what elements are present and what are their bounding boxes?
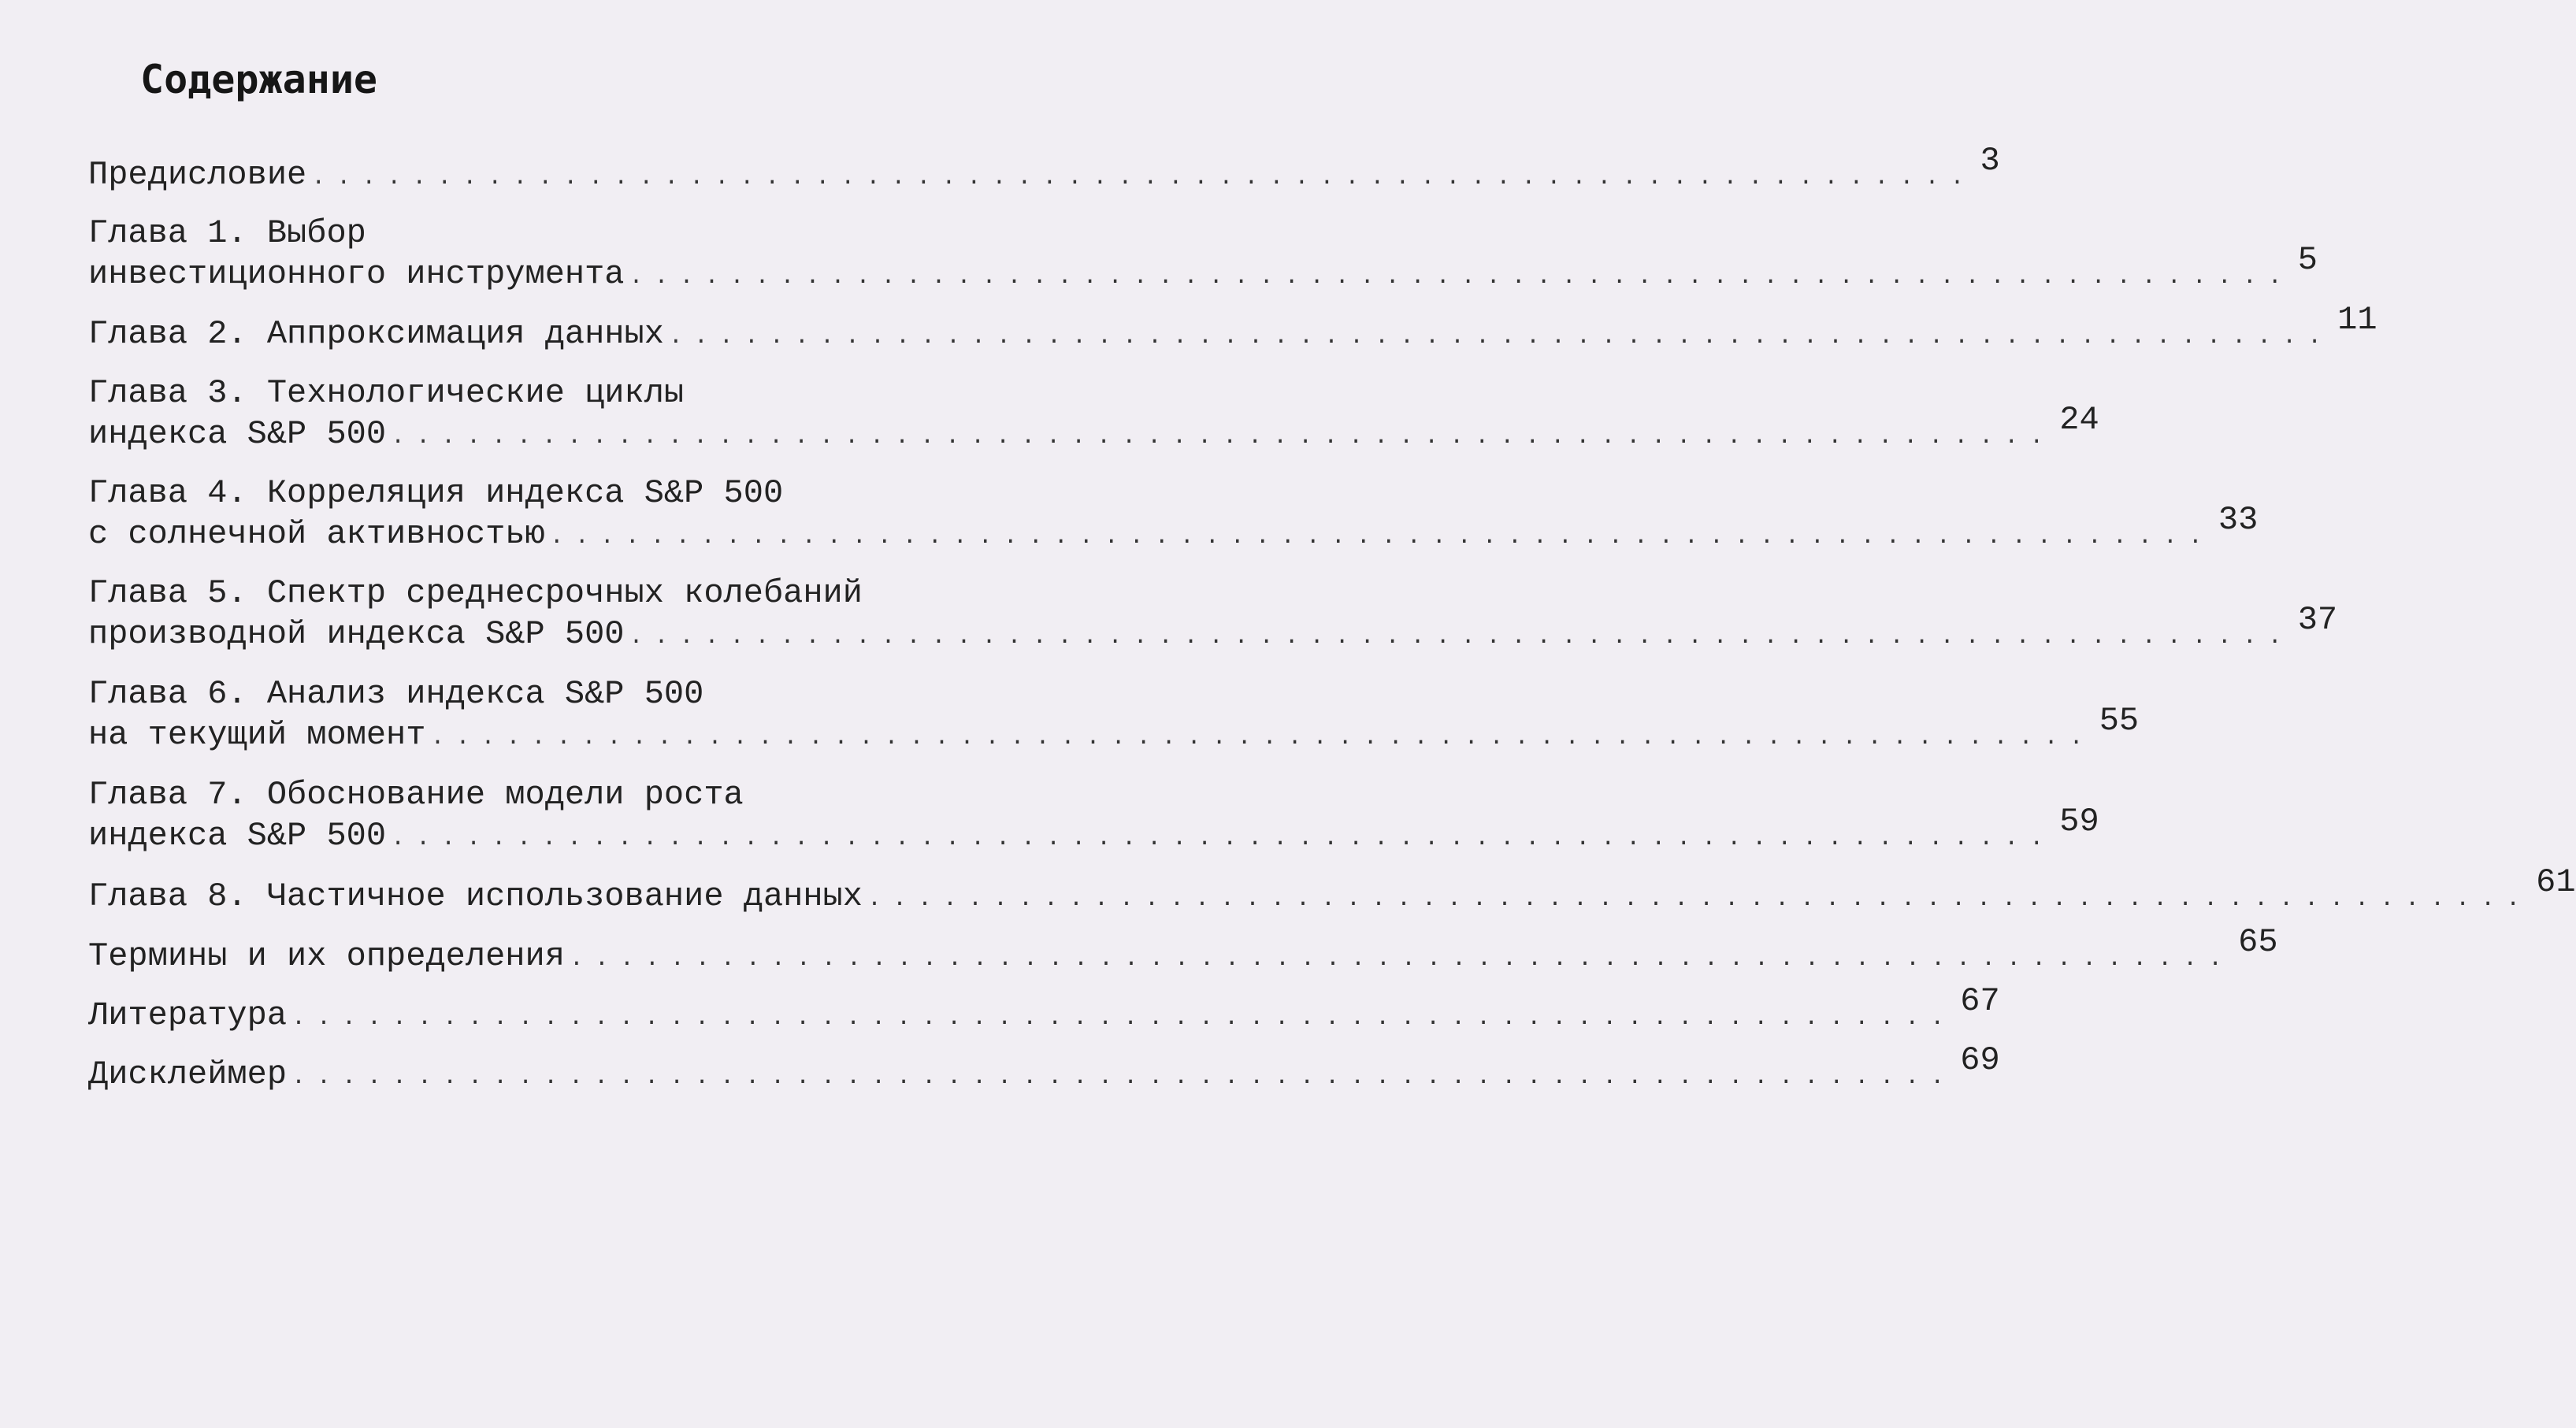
dot-leader: .................................................................. — [311, 165, 1976, 191]
dot-leader: .................................................................. — [291, 1064, 1956, 1091]
toc-entry-literature — [88, 982, 2000, 1039]
toc-page-number: 24 — [2059, 401, 2099, 439]
toc-entry-chapter-5 — [88, 573, 2338, 658]
dot-leader: .................................................................. — [291, 1005, 1956, 1032]
toc-entry-chapter-8 — [88, 863, 2576, 920]
toc-page-number: 59 — [2059, 803, 2099, 840]
toc-entry-title-line: на текущий момент — [88, 716, 426, 754]
toc-page-number: 65 — [2238, 923, 2278, 961]
toc-page-number: 67 — [1960, 982, 2000, 1020]
toc-page-number: 3 — [1980, 142, 2000, 180]
toc-page-number: 11 — [2337, 301, 2377, 339]
toc-page-number: 61 — [2536, 863, 2576, 901]
page-title: Содержание — [140, 57, 378, 102]
toc-page-number: 69 — [1960, 1041, 2000, 1079]
dot-leader: .................................................................. — [668, 324, 2333, 351]
dot-leader: .................................................................. — [391, 825, 2055, 852]
toc-entry-title-line: Глава 6. Анализ индекса S&P 500 — [88, 675, 704, 713]
toc-entry-chapter-4 — [88, 473, 2259, 558]
toc-entry-preface — [88, 142, 2000, 198]
dot-leader: .................................................................. — [867, 886, 2532, 913]
dot-leader: .................................................................. — [569, 946, 2234, 973]
toc-entry-title-line: Предисловие — [88, 156, 307, 194]
toc-entry-title-line: Глава 8. Частичное использование данных — [88, 877, 863, 915]
toc-entry-terms — [88, 923, 2278, 980]
toc-entry-title-line: Термины и их определения — [88, 937, 565, 975]
toc-entry-title-line: производной индекса S&P 500 — [88, 615, 625, 653]
toc-entry-title-line: с солнечной активностью — [88, 515, 545, 553]
toc-entry-title-line: Литература — [88, 996, 288, 1034]
dot-leader: .................................................................. — [391, 424, 2055, 451]
toc-entry-chapter-6 — [88, 673, 2140, 759]
toc-entry-chapter-2 — [88, 301, 2377, 358]
toc-page-number: 33 — [2218, 501, 2259, 539]
toc-page-number: 55 — [2099, 702, 2140, 740]
toc-entry-title-line: Глава 1. Выбор — [88, 214, 366, 252]
dot-leader: .................................................................. — [629, 624, 2293, 651]
toc-entry-title-line: индекса S&P 500 — [88, 415, 387, 453]
toc-page-number: 37 — [2297, 601, 2338, 639]
toc-entry-title-line: Глава 5. Спектр среднесрочных колебаний — [88, 574, 863, 612]
toc-entry-title-line: Глава 3. Технологические циклы — [88, 374, 685, 412]
toc-entry-title-line: инвестиционного инструмента — [88, 255, 625, 293]
dot-leader: .................................................................. — [430, 725, 2095, 751]
toc-entry-title-line: Дисклеймер — [88, 1055, 288, 1093]
dot-leader: .................................................................. — [629, 264, 2293, 291]
toc-entry-title-line: Глава 4. Корреляция индекса S&P 500 — [88, 474, 784, 512]
toc-entry-chapter-7 — [88, 774, 2099, 859]
toc-entry-chapter-1 — [88, 213, 2318, 298]
toc-entry-title-line: Глава 7. Обоснование модели роста — [88, 776, 744, 814]
toc-entry-chapter-3 — [88, 373, 2099, 458]
toc-entry-title-line: Глава 2. Аппроксимация данных — [88, 315, 664, 353]
toc-entry-title-line: индекса S&P 500 — [88, 817, 387, 855]
dot-leader: .................................................................. — [549, 524, 2214, 551]
toc-page-number: 5 — [2297, 241, 2318, 279]
toc-entry-disclaimer — [88, 1041, 2000, 1098]
